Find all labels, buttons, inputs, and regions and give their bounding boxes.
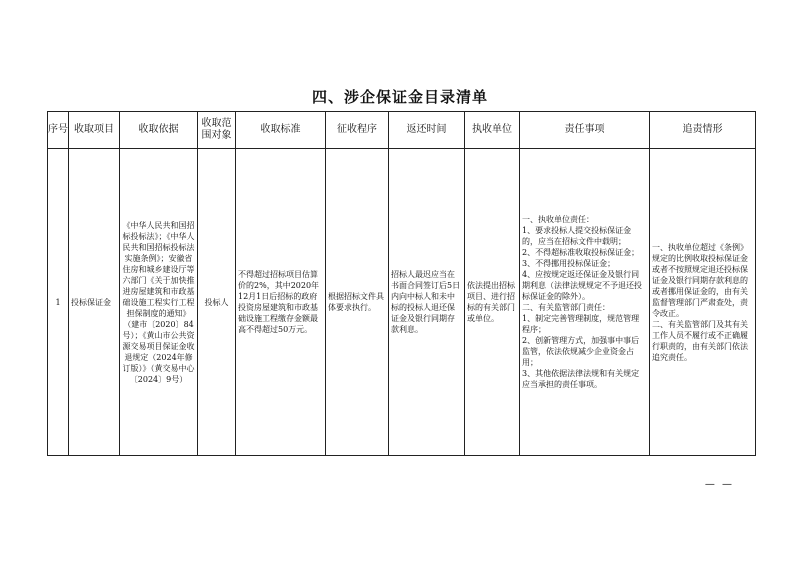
cell-standard: [236, 149, 326, 456]
basis-text: 《中华人民共和国招标投标法》；《中华人民共和国招标投标法实施条例》；安徽省住房和城乡建设厅等六部门《关于加快推进房屋建筑和市政基础设施工程实行工程担保制度的通知》（建市〔2020〕84号）；《黄山市公共资源交易项目保证金收退规定（2024年修订版）》（黄交易中心〔2024〕9号）: [122, 220, 195, 384]
header-standard: 收取标准: [236, 112, 326, 149]
table-row: [48, 149, 756, 456]
standard-text: 不得超过招标项目估算价的2%，其中2020年12月1日后招标的政府投资房屋建筑和市政基础设施工程缴存金额最高不得超过50万元。: [238, 270, 320, 334]
cell-basis: [120, 149, 198, 456]
header-duty: 责任事项: [520, 112, 650, 149]
duty-line: 二、有关监管部门责任：: [522, 303, 610, 312]
page-title: 四、涉企保证金目录清单: [311, 88, 488, 106]
duty-line: 2、创新管理方式，加强事中事后监管，依法依规减少企业资金占用；: [522, 336, 640, 367]
cell-scope: [198, 149, 236, 456]
procedure-text: 根据招标文件具体要求执行。: [328, 292, 384, 312]
duty-line: 3、其他依据法律法规和有关规定应当承担的责任事项。: [522, 369, 640, 389]
duty-line: 4、应按规定返还保证金及银行同期利息（法律法规规定不予退还投标保证金的除外）。: [522, 270, 642, 301]
header-accountability: 追责情形: [650, 112, 756, 149]
item-text: 投标保证金: [71, 297, 111, 307]
refund-text: 招标人最迟应当在书面合同签订后5日内向中标人和未中标的投标人退还保证金及银行同期存款利息。: [391, 270, 461, 334]
duty-line: 1、制定完善管理制度，规范管理程序；: [522, 314, 640, 334]
cell-item: [69, 149, 120, 456]
seq-text: 1: [55, 297, 61, 307]
unit-text: 依法提出招标项目、进行招标的有关部门或单位。: [467, 281, 515, 323]
duty-line: 1、要求投标人提交投标保证金的，应当在招标文件中载明；: [522, 226, 632, 246]
cell-seq: [48, 149, 69, 456]
header-procedure: 征收程序: [326, 112, 389, 149]
header-row: [48, 112, 756, 149]
accountability-line: 一、执收单位超过《条例》规定的比例收取投标保证金或者不按照规定退还投标保证金及银行同期存款利息的或者挪用保证金的，由有关监督管理部门严肃查处，责令改正。: [652, 242, 748, 318]
header-refund: 返还时间: [389, 112, 465, 149]
header-basis: 收取依据: [120, 112, 198, 149]
cell-unit: [465, 149, 520, 456]
cell-refund: [389, 149, 465, 456]
catalog-table: [47, 111, 756, 456]
cell-procedure: [326, 149, 389, 456]
duty-line: 3、不得挪用投标保证金；: [522, 259, 616, 268]
scope-text: 投标人: [204, 297, 229, 307]
header-item: 收取项目: [69, 112, 120, 149]
header-seq: 序号: [48, 112, 69, 149]
cell-duty: [520, 149, 650, 456]
cell-accountability: [650, 149, 756, 456]
header-scope: 收取范围对象: [198, 112, 236, 149]
duty-line: 一、执收单位责任：: [522, 215, 594, 224]
footer-dashes: — —: [704, 479, 734, 490]
duty-list: [520, 214, 649, 390]
duty-line: 2、不得超标准收取投标保证金；: [522, 248, 640, 257]
header-unit: 执收单位: [465, 112, 520, 149]
accountability-list: [650, 242, 755, 363]
accountability-line: 二、有关监管部门及其有关工作人员不履行或不正确履行职责的，由有关部门依法追究责任。: [652, 319, 748, 362]
